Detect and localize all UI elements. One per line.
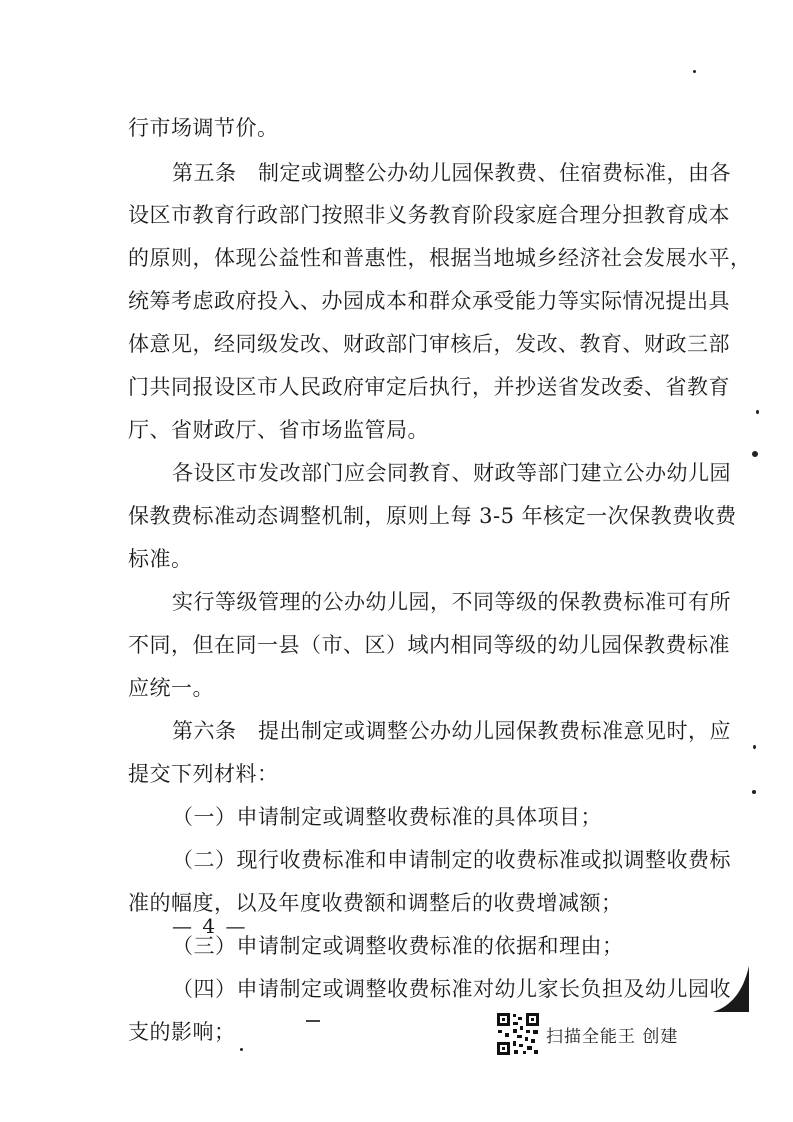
scan-speck	[753, 745, 756, 749]
page-curl-mark	[709, 962, 753, 1014]
text-line: 门共同报设区市人民政府审定后执行，并抄送省发改委、省教育	[128, 375, 730, 399]
watermark-text: 扫描全能王 创建	[546, 1026, 679, 1047]
text-line: 的原则，体现公益性和普惠性，根据当地城乡经济社会发展水平，	[128, 246, 752, 270]
scan-speck	[752, 790, 756, 794]
article-5-heading-line: 第五条 制定或调整公办幼儿园保教费、住宿费标准，由各	[172, 161, 731, 185]
qr-code-icon	[496, 1012, 540, 1056]
page-number: — 4 —	[172, 914, 248, 938]
list-item-2: （二）现行收费标准和申请制定的收费标准或拟调整收费标	[172, 848, 731, 872]
text-line: 应统一。	[128, 676, 214, 700]
paragraph-start-line: 各设区市发改部门应会同教育、财政等部门建立公办幼儿园	[172, 461, 731, 485]
text-line: 体意见，经同级发改、财政部门审核后，发改、教育、财政三部	[128, 332, 730, 356]
text-line: 不同，但在同一县（市、区）域内相同等级的幼儿园保教费标准	[128, 633, 730, 657]
scan-speck	[756, 410, 759, 414]
text-line: 提交下列材料：	[128, 762, 279, 786]
text-line: 保教费标准动态调整机制，原则上每 3-5 年核定一次保教费收费	[128, 504, 737, 528]
text-line: 统筹考虑政府投入、办园成本和群众承受能力等实际情况提出具	[128, 289, 730, 313]
text-line: 标准。	[128, 547, 193, 571]
scan-dash	[306, 1020, 320, 1022]
list-item-1: （一）申请制定或调整收费标准的具体项目；	[172, 805, 602, 829]
scan-speck	[752, 451, 758, 457]
article-6-heading-line: 第六条 提出制定或调整公办幼儿园保教费标准意见时，应	[172, 719, 731, 743]
text-line: 设区市教育行政部门按照非义务教育阶段家庭合理分担教育成本	[128, 203, 730, 227]
scanner-watermark	[496, 1012, 678, 1056]
list-item-2-continued: 准的幅度，以及年度收费额和调整后的收费增减额；	[128, 891, 623, 915]
list-item-4: （四）申请制定或调整收费标准对幼儿家长负担及幼儿园收	[172, 977, 731, 1001]
scan-speck	[693, 70, 696, 73]
list-item-4-continued: 支的影响；	[128, 1020, 236, 1044]
paragraph-start-line: 实行等级管理的公办幼儿园，不同等级的保教费标准可有所	[172, 590, 731, 614]
scan-speck	[240, 1048, 243, 1051]
text-line: 行市场调节价。	[128, 116, 279, 140]
list-item-3: （三）申请制定或调整收费标准的依据和理由；	[172, 934, 624, 958]
text-line: 厅、省财政厅、省市场监管局。	[128, 418, 429, 442]
